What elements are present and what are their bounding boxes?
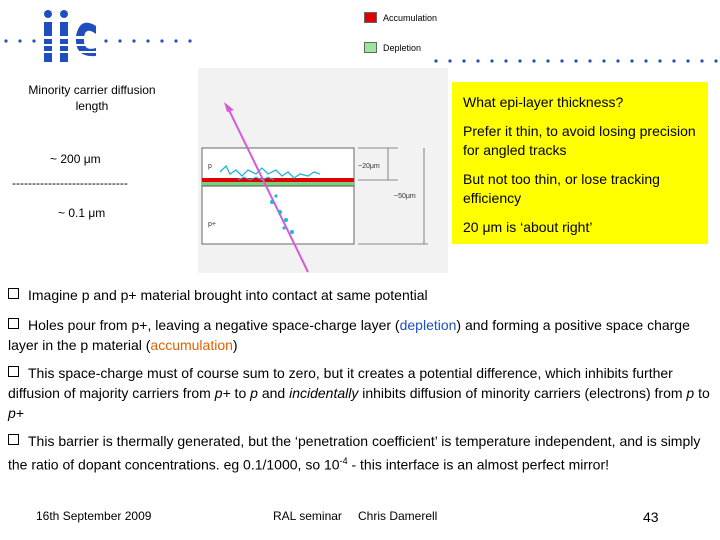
- minority-carrier-label: Minority carrier diffusion length: [28, 83, 156, 113]
- diffusion-length-p: ~ 200 μm: [50, 152, 101, 166]
- bullet-text: - this interface is an almost perfect mirror!: [347, 456, 610, 473]
- legend: [364, 10, 444, 58]
- bullet-box-icon: [8, 366, 19, 377]
- epi-layer-diagram: [198, 68, 448, 273]
- footer-seminar: RAL seminar: [273, 509, 342, 523]
- depletion-swatch: [364, 42, 377, 53]
- dim-50um: ~50μm: [394, 193, 416, 200]
- bullet-text: inhibits diffusion of minority carriers (electrons) from: [358, 385, 687, 401]
- decorative-dots: [430, 56, 720, 66]
- bullet-3: [8, 363, 714, 423]
- bullet-text: p+: [214, 385, 231, 401]
- legend-item-depletion: [364, 42, 421, 53]
- bullet-text: to: [230, 385, 251, 401]
- depletion-layer: [202, 182, 354, 186]
- svg-text:ilc: ilc: [36, 6, 37, 7]
- bullet-text: ): [232, 337, 238, 353]
- decorative-dots: [0, 36, 200, 46]
- bullet-text: to: [694, 385, 710, 401]
- legend-label: Accumulation: [383, 12, 438, 23]
- bullet-text: This space-charge must of course sum to zero, but it creates a potential difference, which inhibits further diffusion of majority carriers from: [8, 365, 673, 401]
- bullet-text: ) and forming a positive space charge layer in the p material (: [8, 317, 690, 353]
- label-p: p: [208, 163, 212, 170]
- accumulation-swatch: [364, 12, 377, 23]
- bullet-text: and: [257, 385, 290, 401]
- bullet-text: p: [686, 385, 695, 401]
- note-question: What epi-layer thickness?: [463, 94, 624, 110]
- bullet-text: p: [250, 385, 258, 401]
- note-thin: Prefer it thin, to avoid losing precision for angled tracks: [463, 123, 696, 158]
- bullet-text: p+: [8, 405, 24, 421]
- slide-footer: [0, 505, 720, 535]
- bullet-box-icon: [8, 288, 19, 299]
- footer-date: 16th September 2009: [36, 509, 152, 523]
- separator-dashes: -----------------------------: [12, 176, 128, 190]
- page-number: 43: [643, 509, 659, 525]
- depletion-term: depletion: [399, 317, 457, 333]
- bullet-box-icon: [8, 434, 19, 445]
- bullet-text: Holes pour from p+, leaving a negative space-charge layer (: [28, 317, 400, 333]
- bullet-box-icon: [8, 318, 19, 329]
- diffusion-length-pplus: ~ 0.1 μm: [58, 206, 106, 220]
- bullet-4: [8, 431, 714, 475]
- footer-author: Chris Damerell: [358, 509, 438, 523]
- accumulation-term: accumulation: [150, 337, 233, 353]
- dim-20um: ~20μm: [358, 163, 380, 170]
- bullet-1: [8, 285, 714, 305]
- accumulation-layer: [202, 178, 354, 182]
- bullet-text: This barrier is thermally generated, but the ‘penetration coefficient’ is temperature independent, and is simply the ratio of dopant concentrations. eg 0.1/1000, so 10: [8, 433, 701, 473]
- legend-item-accumulation: [364, 12, 437, 23]
- exponent: -4: [339, 456, 348, 466]
- sensor-block: [202, 148, 354, 244]
- label-pplus: p+: [208, 221, 216, 228]
- bullet-text: incidentally: [289, 385, 359, 401]
- epi-thickness-note: [452, 82, 708, 244]
- bullet-text: Imagine p and p+ material brought into contact at same potential: [28, 287, 428, 303]
- bullet-2: [8, 315, 714, 355]
- legend-label: Depletion: [383, 42, 422, 53]
- note-not-too-thin: But not too thin, or lose tracking efficiency: [463, 171, 660, 206]
- note-about-right: 20 μm is ‘about right’: [463, 219, 593, 235]
